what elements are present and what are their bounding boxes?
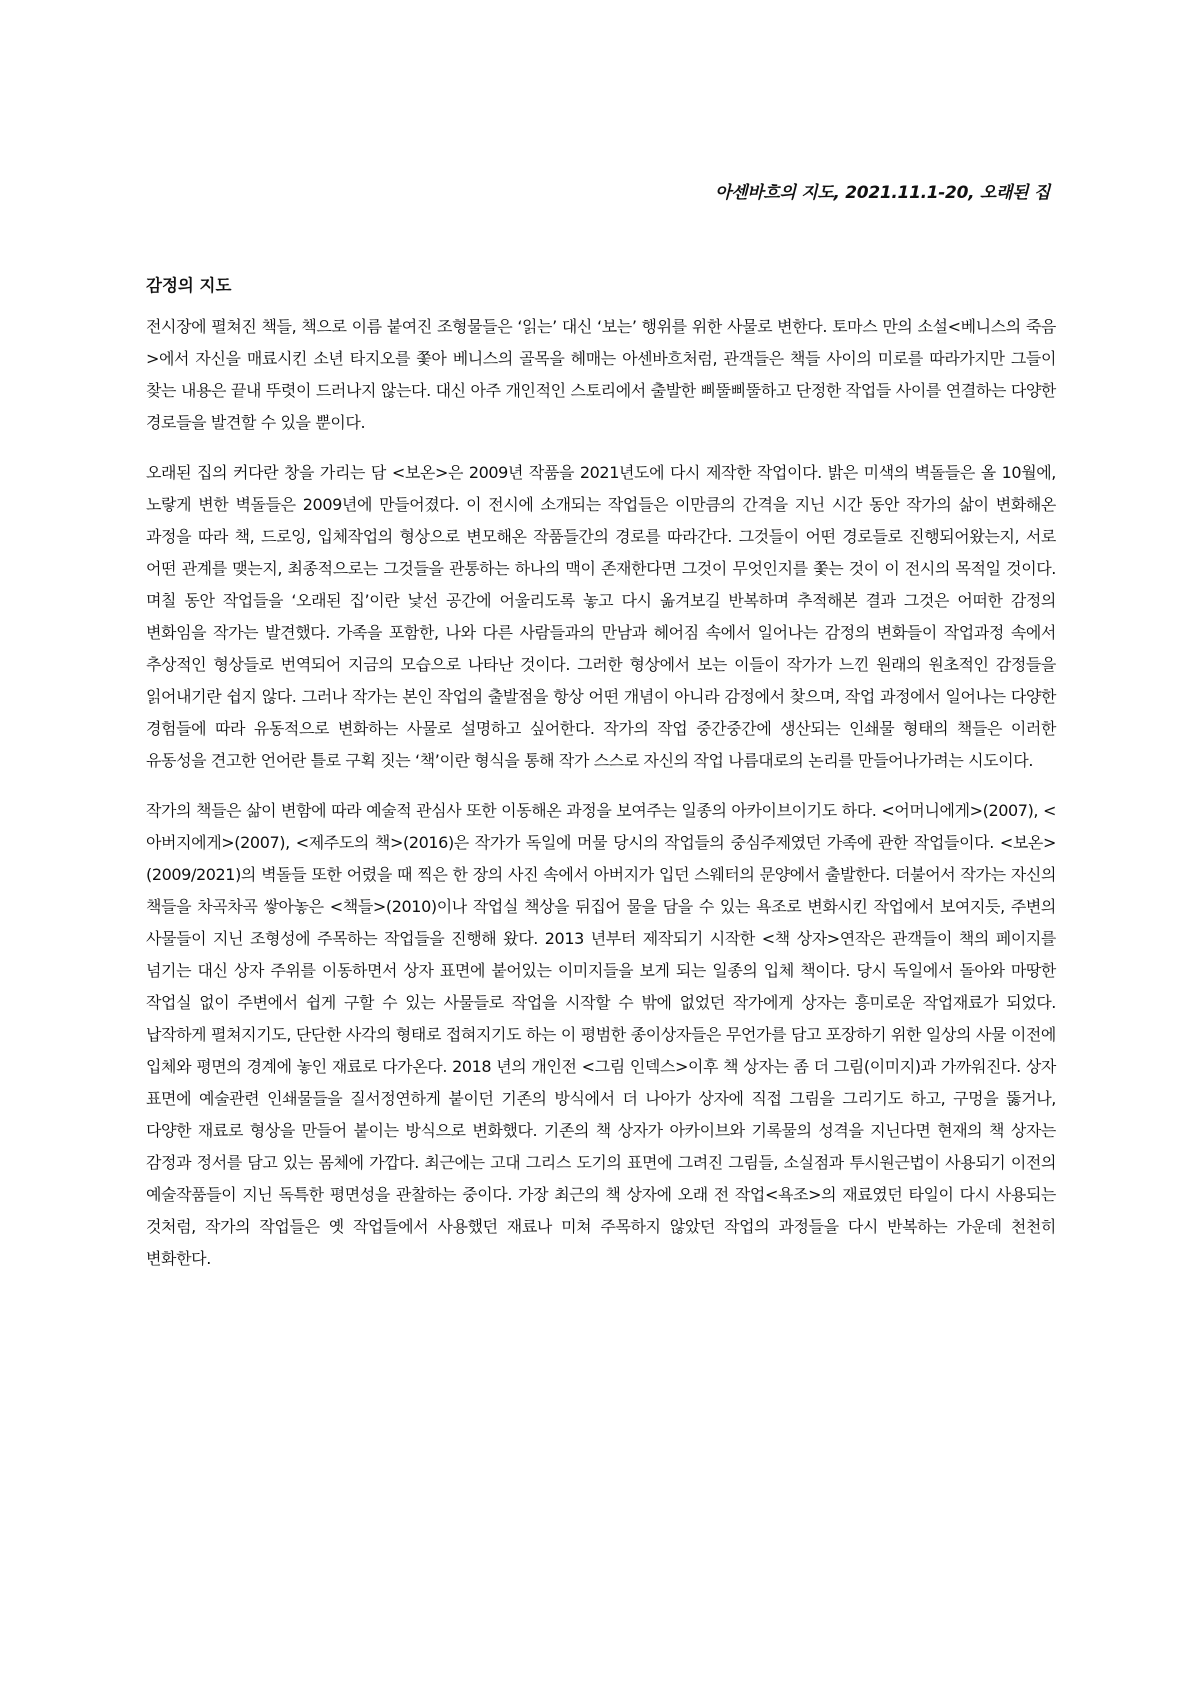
article-title: 감정의 지도 bbox=[146, 276, 232, 295]
paragraph-3: 작가의 책들은 삶이 변함에 따라 예술적 관심사 또한 이동해온 과정을 보여주는 일종의 아카이브이기도 하다. <어머니에게>(2007), <아버지에게>(2007), <제주도의 책>(2016)은 작가가 독일에 머물 당시의 작업들의 중심주제였던 가족에 관한 작업들이다. <보온>(2009/2021)의 벽돌들 또한 어렸을 때 찍은 한 장의 사진 속에서 아버지가 입던 스웨터의 문양에서 출발한다. 더불어서 작가는 자신의 책들을 차곡차곡 쌓아놓은 <책들>(2010)이나 작업실 책상을 뒤집어 물을 담을 수 있는 욕조로 변화시킨 작업에서 보여지듯, 주변의 사물들이 지닌 조형성에 주목하는 작업들을 진행해 왔다. 2013 년부터 제작되기 시작한 <책 상자>연작은 관객들이 책의 페이지를 넘기는 대신 상자 주위를 이동하면서 상자 표면에 붙어있는 이미지들을 보게 되는 일종의 입체 책이다. 당시 독일에서 돌아와 마땅한 작업실 없이 주변에서 쉽게 구할 수 있는 사물들로 작업을 시작할 수 밖에 없었던 작가에게 상자는 흥미로운 작업재료가 되었다. 납작하게 펼쳐지기도, 단단한 사각의 형태로 접혀지기도 하는 이 평범한 종이상자들은 무언가를 담고 포장하기 위한 일상의 사물 이전에 입체와 평면의 경계에 놓인 재료로 다가온다. 2018 년의 개인전 <그림 인덱스>이후 책 상자는 좀 더 그림(이미지)과 가까워진다. 상자 표면에 예술관련 인쇄물들을 질서정연하게 붙이던 기존의 방식에서 더 나아가 상자에 직접 그림을 그리기도 하고, 구멍을 뚫거나, 다양한 재료로 형상을 만들어 붙이는 방식으로 변화했다. 기존의 책 상자가 아카이브와 기록물의 성격을 지닌다면 현재의 책 상자는 감정과 정서를 담고 있는 몸체에 가깝다. 최근에는 고대 그리스 도기의 표면에 그려진 그림들, 소실점과 투시원근법이 사용되기 이전의 예술작품들이 지닌 독특한 평면성을 관찰하는 중이다. 가장 최근의 책 상자에 오래 전 작업<욕조>의 재료였던 타일이 다시 사용되는 것처럼, 작가의 작업들은 옛 작업들에서 사용했던 재료나 미쳐 주목하지 않았던 작업의 과정들을 다시 반복하는 가운데 천천히 변화한다. bbox=[146, 801, 1056, 1268]
paragraph-2: 오래된 집의 커다란 창을 가리는 담 <보온>은 2009년 작품을 2021년도에 다시 제작한 작업이다. 밝은 미색의 벽돌들은 올 10월에, 노랗게 변한 벽돌들은 2009년에 만들어졌다. 이 전시에 소개되는 작업들은 이만큼의 간격을 지닌 시간 동안 작가의 삶이 변화해온 과정을 따라 책, 드로잉, 입체작업의 형상으로 변모해온 작품들간의 경로를 따라간다. 그것들이 어떤 경로들로 진행되어왔는지, 서로 어떤 관계를 맺는지, 최종적으로는 그것들을 관통하는 하나의 맥이 존재한다면 그것이 무엇인지를 쫓는 것이 이 전시의 목적일 것이다. 며칠 동안 작업들을 ‘오래된 집’이란 낯선 공간에 어울리도록 놓고 다시 옮겨보길 반복하며 추적해본 결과 그것은 어떠한 감정의 변화임을 작가는 발견했다. 가족을 포함한, 나와 다른 사람들과의 만남과 헤어짐 속에서 일어나는 감정의 변화들이 작업과정 속에서 추상적인 형상들로 번역되어 지금의 모습으로 나타난 것이다. 그러한 형상에서 보는 이들이 작가가 느낀 원래의 원초적인 감정들을 읽어내기란 쉽지 않다. 그러나 작가는 본인 작업의 출발점을 항상 어떤 개념이 아니라 감정에서 찾으며, 작업 과정에서 일어나는 다양한 경험들에 따라 유동적으로 변화하는 사물로 설명하고 싶어한다. 작가의 작업 중간중간에 생산되는 인쇄물 형태의 책들은 이러한 유동성을 견고한 언어란 틀로 구획 짓는 ‘책’이란 형식을 통해 작가 스스로 자신의 작업 나름대로의 논리를 만들어나가려는 시도이다. bbox=[146, 463, 1056, 770]
article-body bbox=[146, 311, 1056, 1293]
exhibition-header: 아센바흐의 지도, 2021.11.1-20, 오래된 집 bbox=[715, 183, 1050, 203]
paragraph-1: 전시장에 펼쳐진 책들, 책으로 이름 붙여진 조형물들은 ‘읽는’ 대신 ‘보는’ 행위를 위한 사물로 변한다. 토마스 만의 소설<베니스의 죽음>에서 자신을 매료시킨 소년 타지오를 쫓아 베니스의 골목을 헤매는 아센바흐처럼, 관객들은 책들 사이의 미로를 따라가지만 그들이 찾는 내용은 끝내 뚜렷이 드러나지 않는다. 대신 아주 개인적인 스토리에서 출발한 삐뚤삐뚤하고 단정한 작업들 사이를 연결하는 다양한 경로들을 발견할 수 있을 뿐이다. bbox=[146, 317, 1056, 432]
